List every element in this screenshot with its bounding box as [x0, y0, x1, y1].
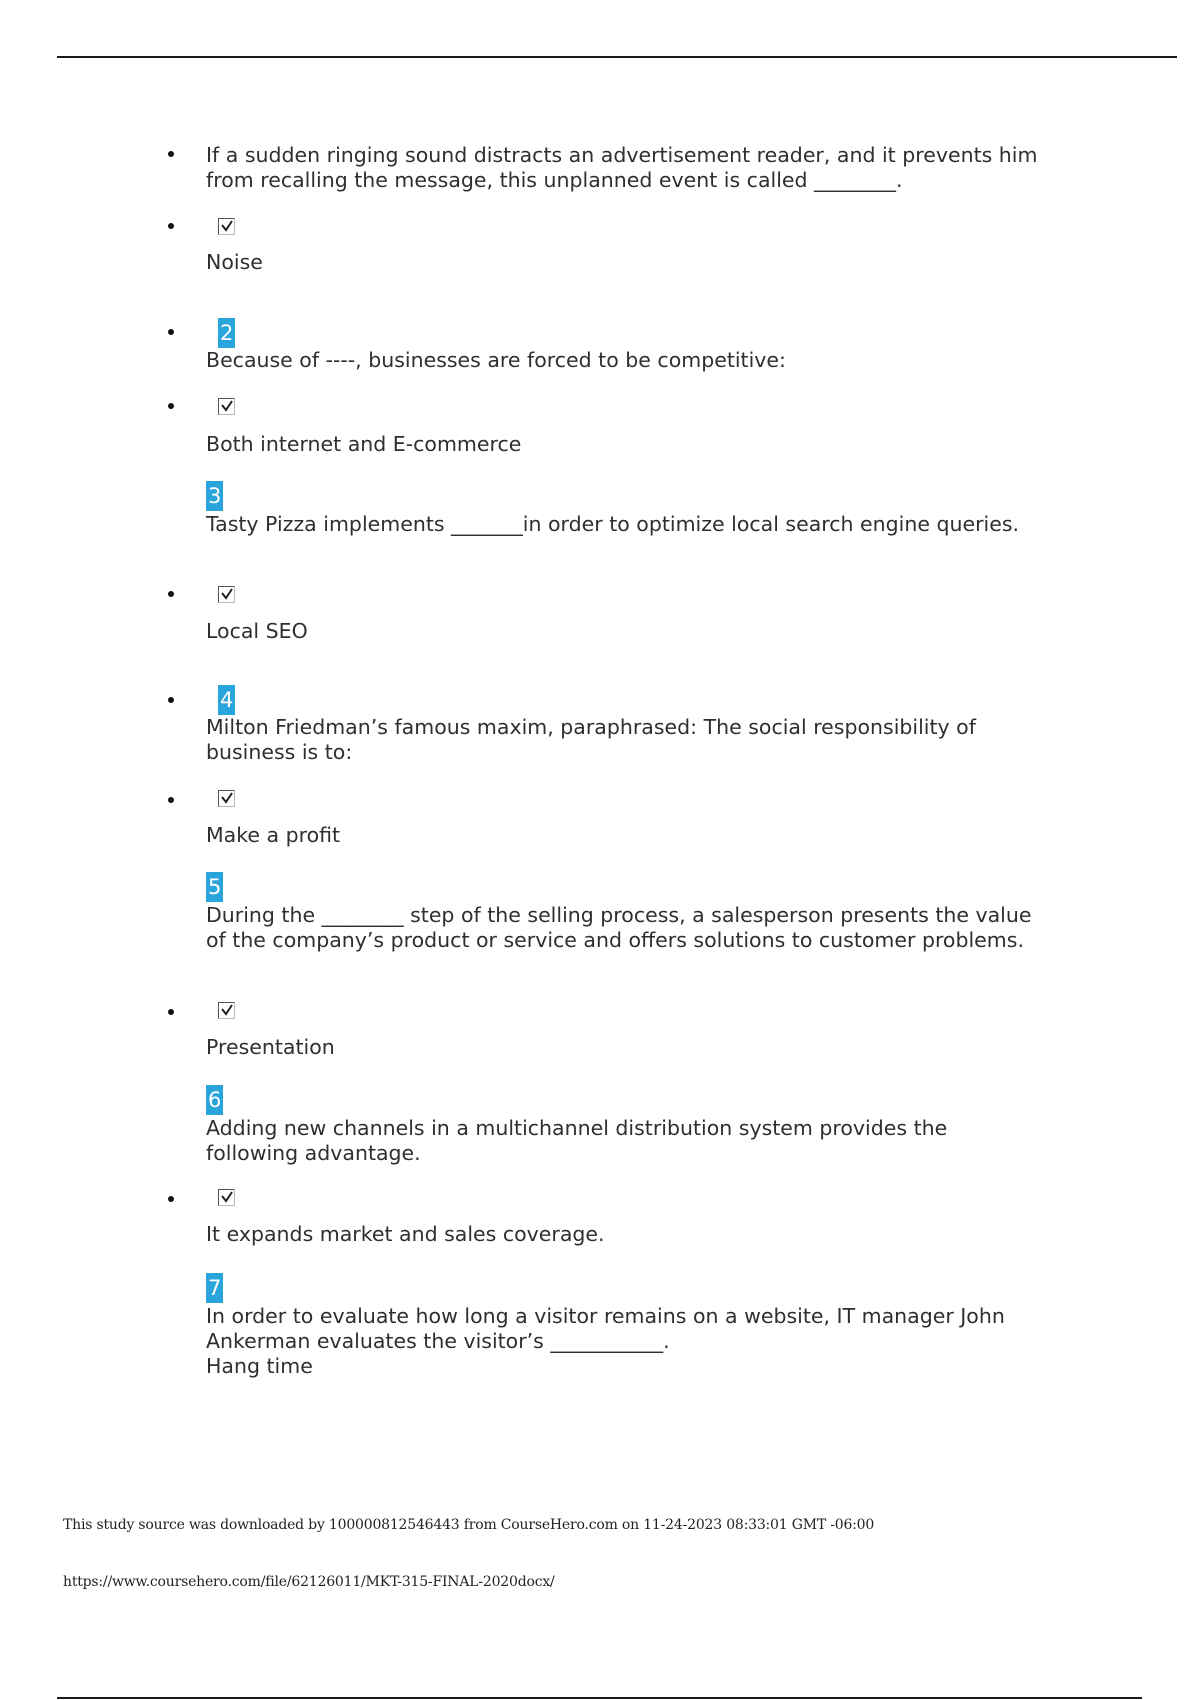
- bullet: [168, 329, 178, 339]
- bullet: [168, 223, 178, 233]
- answer-6-text: It expands market and sales coverage.: [206, 1222, 605, 1246]
- source-url[interactable]: https://www.coursehero.com/file/62126011/MKT-315-FINAL-2020docx/: [63, 1574, 555, 1590]
- answer-4-text: Make a profit: [206, 823, 341, 847]
- download-notice: This study source was downloaded by 100000812546443 from CourseHero.com on 11-24-2023 08:33:01 GMT -06:00: [63, 1517, 875, 1533]
- question-2-text: Because of ----, businesses are forced to be competitive:: [206, 348, 786, 372]
- question-5-number: 5: [206, 872, 223, 902]
- question-5-text: During the ________ step of the selling process, a salesperson presents the value of the company’s product or service and offers solutions to customer problems.: [206, 903, 1032, 952]
- top-rule: [57, 56, 1177, 58]
- bullet: [168, 403, 178, 413]
- bullet: [168, 591, 178, 601]
- answer-1-text: Noise: [206, 250, 263, 274]
- check-icon: [220, 219, 234, 233]
- bullet: [168, 1196, 178, 1206]
- answer-2-text: Both internet and E-commerce: [206, 432, 522, 456]
- question-3-number: 3: [206, 481, 223, 511]
- question-6-number: 6: [206, 1085, 223, 1115]
- answer-1-checkbox[interactable]: [218, 218, 235, 235]
- question-1-text: If a sudden ringing sound distracts an advertisement reader, and it prevents him from recalling the message, this unplanned event is called ________.: [206, 143, 1038, 192]
- answer-4-checkbox[interactable]: [218, 790, 235, 807]
- check-icon: [220, 587, 234, 601]
- bullet: [168, 697, 178, 707]
- answer-7-text: Hang time: [206, 1354, 313, 1378]
- bottom-rule: [57, 1697, 1142, 1699]
- check-icon: [220, 1190, 234, 1204]
- answer-6-checkbox[interactable]: [218, 1189, 235, 1206]
- check-icon: [220, 1003, 234, 1017]
- question-3-text: Tasty Pizza implements _______in order to optimize local search engine queries.: [206, 512, 1020, 536]
- question-4-number: 4: [218, 685, 235, 715]
- check-icon: [220, 399, 234, 413]
- bullet: [168, 797, 178, 807]
- question-7-text: In order to evaluate how long a visitor remains on a website, IT manager John Ankerman evaluates the visitor’s ___________.: [206, 1304, 1005, 1353]
- bullet: [168, 1009, 178, 1019]
- answer-3-text: Local SEO: [206, 619, 308, 643]
- question-6-text: Adding new channels in a multichannel distribution system provides the following advantage.: [206, 1116, 948, 1165]
- question-7-number: 7: [206, 1273, 223, 1303]
- bullet: [168, 151, 178, 161]
- answer-5-checkbox[interactable]: [218, 1002, 235, 1019]
- answer-5-text: Presentation: [206, 1035, 335, 1059]
- answer-2-checkbox[interactable]: [218, 398, 235, 415]
- answer-3-checkbox[interactable]: [218, 586, 235, 603]
- question-2-number: 2: [218, 318, 235, 348]
- check-icon: [220, 791, 234, 805]
- question-4-text: Milton Friedman’s famous maxim, paraphrased: The social responsibility of business is to:: [206, 715, 976, 764]
